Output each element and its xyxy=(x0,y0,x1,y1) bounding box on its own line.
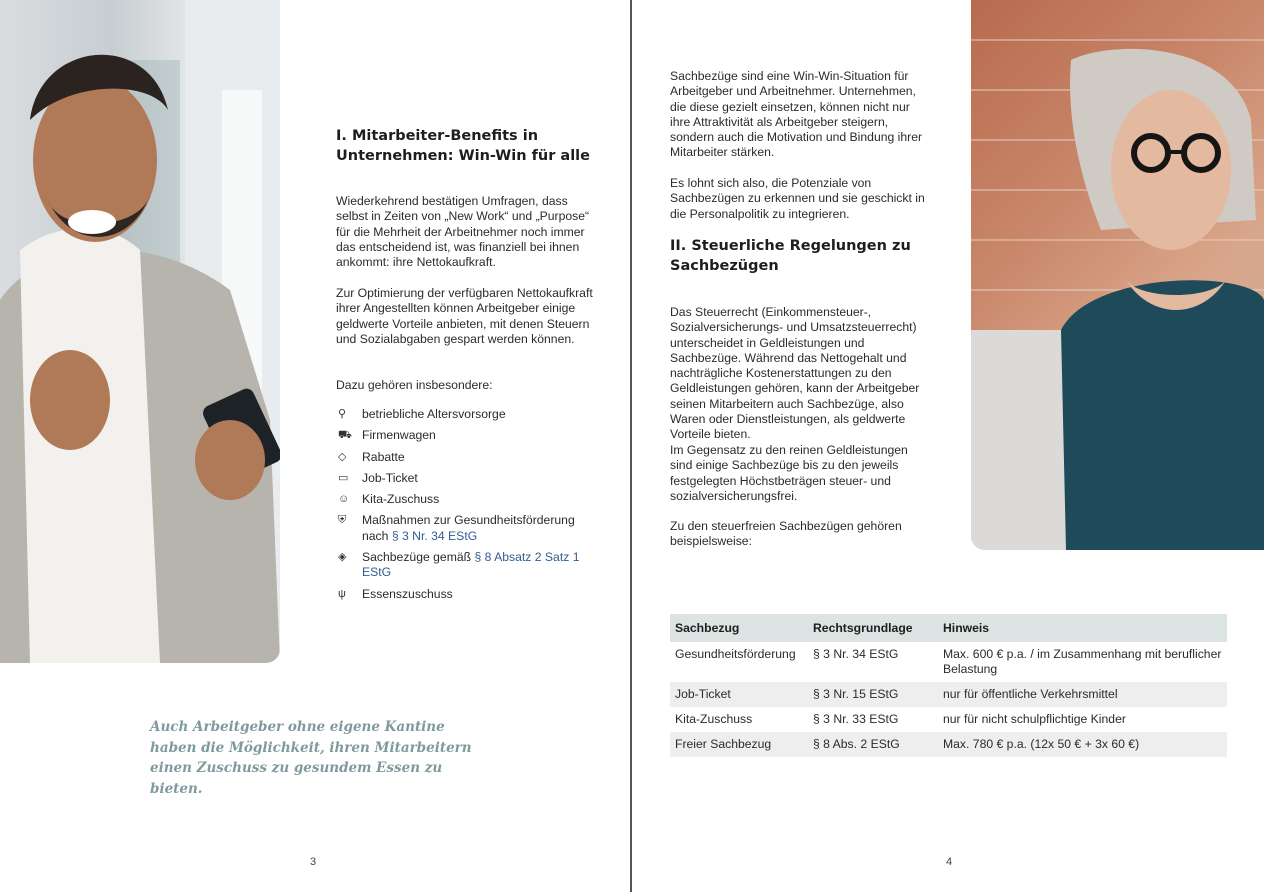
table-row xyxy=(670,732,1227,757)
page-number: 3 xyxy=(310,856,317,868)
column-header: Sachbezug xyxy=(670,614,808,642)
smiley-icon: ☺ xyxy=(338,493,350,506)
table-cell: Gesundheitsförderung xyxy=(675,647,796,661)
benefit-label: Rabatte xyxy=(362,449,405,464)
benefit-label: Maßnahmen zur Gesundheitsförderung nach xyxy=(362,513,575,543)
photo-man-illustration xyxy=(0,0,280,663)
list-item xyxy=(336,471,598,486)
intro-paragraph: Wiederkehrend bestätigen Umfragen, dass selbst in Zeiten von „New Work“ und „Purpose“ für die Mehrheit der Arbeitnehmer noch immer das entscheidend ist, was finanziell bei ihnen ankommt: ihre Nettokaufkraft. xyxy=(336,194,590,270)
table-cell: Max. 780 € p.a. (12x 50 € + 3x 60 €) xyxy=(938,732,1227,757)
benefit-label: betriebliche Altersvorsorge xyxy=(362,407,506,421)
table-cell: § 3 Nr. 15 EStG xyxy=(808,682,938,707)
shield-icon: ⛨ xyxy=(338,514,347,527)
page-4 xyxy=(632,0,1264,892)
benefit-label: Kita-Zuschuss xyxy=(362,492,440,507)
optimization-paragraph: Zur Optimierung der verfügbaren Nettokaufkraft ihrer Angestellten können Arbeitgeber einige geldwerte Vorteile anbieten, mit denen Steuern und Sozialabgaben gespart werden können. xyxy=(336,286,593,346)
car-icon: ⛟ xyxy=(338,429,352,442)
list-item xyxy=(336,513,598,544)
list-item xyxy=(336,550,598,581)
benefit-label: Essenszuschuss xyxy=(362,586,453,601)
tax-free-benefits-table xyxy=(670,614,1227,757)
list-item xyxy=(336,428,598,443)
table-cell: Max. 600 € p.a. / im Zusammenhang mit beruflicher Belastung xyxy=(943,647,1222,676)
benefit-label: Sachbezüge gemäß xyxy=(362,550,475,565)
table-cell: § 3 Nr. 34 EStG xyxy=(813,647,899,661)
section-heading: II. Steuerliche Regelungen zu Sachbezügen xyxy=(670,238,911,274)
tag-check-icon: ◈ xyxy=(338,551,347,564)
page-3 xyxy=(0,0,630,892)
column-header: Rechtsgrundlage xyxy=(808,614,938,642)
pension-icon: ⚲ xyxy=(338,408,347,420)
tax-law-paragraph: Das Steuerrecht (Einkommensteuer-, Sozialversicherungs- und Umsatzsteuerrecht) unterscheidet in Geldleistungen und Sachbezüge. Während das Nettogehalt und nachträgliche Kostenerstattungen zu den Geldleistungen gehören, kann der Arbeitgeber seinen Mitarbeitern auch Sachbezüge, also Waren oder Dienstleistungen, als geldwerte Vorteile bieten. xyxy=(670,305,920,442)
ticket-icon: ▭ xyxy=(338,471,349,484)
page-number: 4 xyxy=(946,856,953,868)
photo-woman-illustration xyxy=(971,0,1264,550)
benefits-list xyxy=(336,407,598,608)
table-cell: Freier Sachbezug xyxy=(670,732,808,757)
cutlery-icon: ψ xyxy=(338,587,346,600)
table-cell: Kita-Zuschuss xyxy=(675,712,753,726)
benefit-label: Job-Ticket xyxy=(362,470,418,485)
table-row xyxy=(670,642,1227,682)
examples-intro: Zu den steuerfreien Sachbezügen gehören beispielsweise: xyxy=(670,519,902,549)
benefit-label: Firmenwagen xyxy=(362,428,436,443)
pull-quote: Auch Arbeitgeber ohne eigene Kantine haben die Möglichkeit, ihren Mitarbeitern einen Zuschuss zu gesundem Essen zu bieten. xyxy=(150,719,472,797)
tag-icon: ◇ xyxy=(338,450,347,463)
table-cell: Job-Ticket xyxy=(670,682,808,707)
list-item xyxy=(336,587,598,602)
table-cell: nur für nicht schulpflichtige Kinder xyxy=(943,712,1126,726)
list-intro: Dazu gehören insbesondere: xyxy=(336,378,493,392)
win-win-paragraph: Sachbezüge sind eine Win-Win-Situation für Arbeitgeber und Arbeitnehmer. Unternehmen, die diese gezielt einsetzen, können nicht nur ihre Attraktivität als Arbeitgeber steigern, sondern auch die Motivation und Bindung ihrer Mitarbeiter stärken. xyxy=(670,69,923,160)
table-header-row xyxy=(670,614,1227,642)
section-heading: I. Mitarbeiter-Benefits in Unternehmen: Win-Win für alle xyxy=(336,128,590,164)
list-item xyxy=(336,492,598,507)
law-link-8-2[interactable]: § 8 Absatz 2 Satz 1 EStG xyxy=(362,550,580,580)
photo-excited-man-with-phone xyxy=(0,0,280,663)
potential-paragraph: Es lohnt sich also, die Potenziale von Sachbezügen zu erkennen und sie geschickt in die Personalpolitik zu integrieren. xyxy=(670,176,925,221)
list-item xyxy=(336,450,598,465)
table-cell: § 3 Nr. 33 EStG xyxy=(813,712,899,726)
list-item xyxy=(336,407,598,422)
table-row xyxy=(670,682,1227,707)
table-cell: nur für öffentliche Verkehrsmittel xyxy=(938,682,1227,707)
table-row xyxy=(670,707,1227,732)
column-header: Hinweis xyxy=(938,614,1227,642)
tax-free-paragraph: Im Gegensatz zu den reinen Geldleistungen sind einige Sachbezüge bis zu den jeweils festgelegten Höchstbeträgen steuer- und sozialversicherungsfrei. xyxy=(670,443,908,503)
photo-woman-with-glasses xyxy=(971,0,1264,550)
law-link-3-34[interactable]: § 3 Nr. 34 EStG xyxy=(391,528,478,543)
table-cell: § 8 Abs. 2 EStG xyxy=(808,732,938,757)
